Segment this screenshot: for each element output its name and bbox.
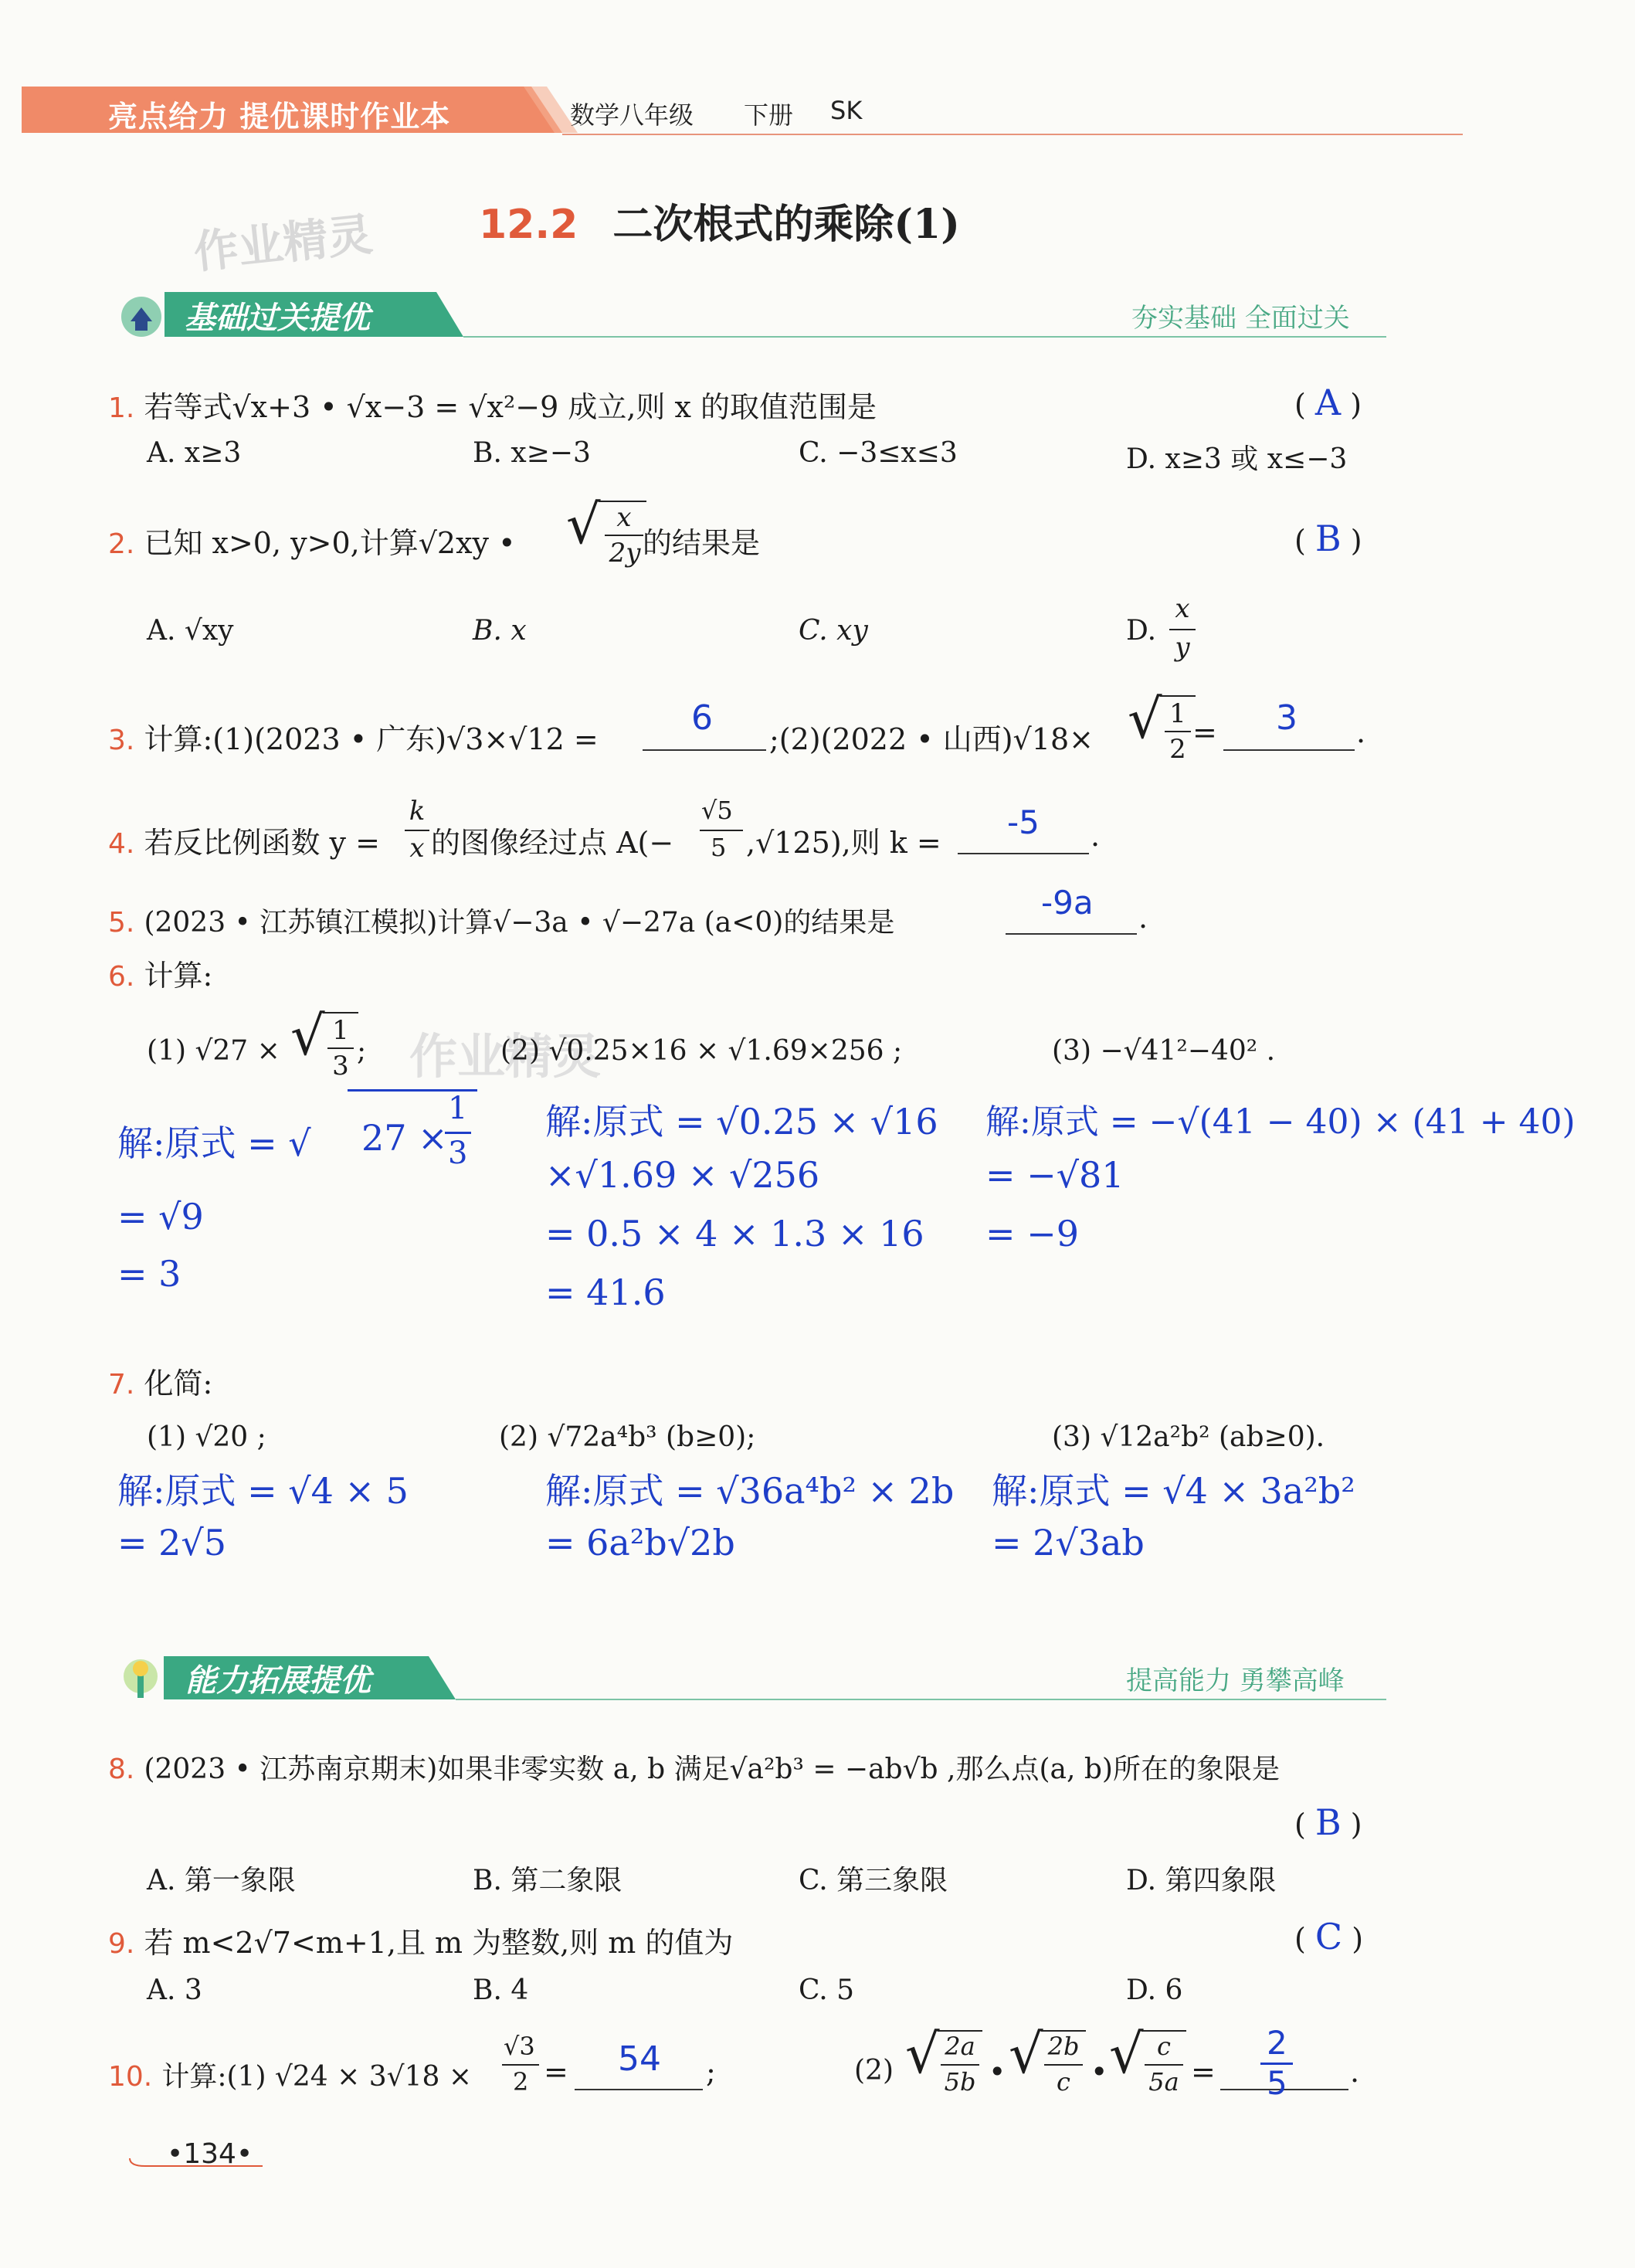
q9-stem: 若 m<2√7<m+1,且 m 为整数,则 m 的值为 [144,1926,734,1960]
q2-answer: B [1314,518,1342,559]
header-band [22,87,1463,133]
q10-dot-1: • [989,2055,1006,2089]
watermark-overlay: 作业精灵 [409,1028,602,1085]
q6-sub1-den: 3 [332,1051,349,1081]
q10-f3d: 5a [1148,2067,1179,2097]
q3-part2: ;(2)(2022 • 山西)√18× [769,722,1094,756]
q2-option-c: C. xy [799,615,868,647]
q6-sol3-l2: = −√81 [985,1154,1124,1196]
q1-stem: 若等式√x+3 • √x−3 = √x²−9 成立,则 x 的取值范围是 [144,390,877,424]
title-section: 12.2 [479,202,578,248]
q3-frac-num: 1 [1169,698,1186,729]
q8-option-c: C. 第三象限 [799,1865,948,1896]
q4-frac-x: x [409,833,425,864]
q1-number: 1. [108,392,135,424]
q9-option-a: A. 3 [147,1974,202,2006]
header-subject: 数学八年级 [570,100,694,130]
q2-answer-bracket: ( B ) [1294,518,1362,559]
q9-answer: C [1314,1916,1343,1957]
q8-option-d: D. 第四象限 [1126,1865,1277,1896]
q6-sol3-l3: = −9 [985,1213,1079,1255]
q1-answer-bracket: ( A ) [1294,382,1362,423]
q1-option-d: D. x≥3 或 x≤−3 [1126,443,1348,475]
q10-frac1-num: √3 [504,2032,535,2061]
q10-dot-2: • [1091,2055,1108,2089]
q6-stem: 计算: [144,959,213,993]
q5-stem: (2023 • 江苏镇江模拟)计算√−3a • √−27a (a<0)的结果是 [144,907,895,939]
q10-end: . [1350,2055,1360,2089]
title-name: 二次根式的乘除(1) [612,201,960,248]
question-7 [108,1360,212,1402]
q2-option-b: B. x [473,615,527,647]
q6-sol1-l1: 解:原式 = √ [117,1122,311,1164]
q10-eq2: = [1191,2055,1216,2089]
q6-sol3-l1: 解:原式 = −√(41 − 40) × (41 + 40) [985,1102,1576,1142]
q6-sol2-l2: ×√1.69 × √256 [545,1154,820,1196]
q4-part2: 的图像经过点 A(− [431,826,674,860]
q4-frac-sqrt5: √5 [701,796,733,825]
q7-sol1-l2: = 2√5 [117,1522,227,1563]
q6-sub1: (1) √27 × [147,1035,280,1067]
q10-number: 10. [108,2061,153,2093]
section-banner-advanced-label: 能力拓展提优 [185,1663,371,1699]
q1-option-a: A. x≥3 [147,437,242,469]
q10-frac1-bar [502,2064,539,2066]
q10-answer-2-den: 5 [1267,2064,1287,2102]
q6-sol2-l1: 解:原式 = √0.25 × √16 [545,1101,938,1142]
q6-sol1-num: 1 [448,1091,468,1126]
q3-number: 3. [108,725,135,756]
header-brand: 亮点给力 提优课时作业本 [108,100,451,134]
q2-stem-a: 已知 x>0, y>0,计算√2xy • [144,526,516,560]
q1-option-c: C. −3≤x≤3 [799,437,958,469]
q5-answer: -9a [1041,884,1094,922]
q5-end: . [1138,901,1148,935]
q2-option-d-num: x [1175,593,1190,624]
q7-sol1-l1: 解:原式 = √4 × 5 [117,1470,409,1512]
q8-stem: (2023 • 江苏南京期末)如果非零实数 a, b 满足√a²b³ = −ab√b ,那么点(a, b)所在的象限是 [144,1754,1280,1785]
q9-number: 9. [108,1928,135,1960]
section-basic-slogan: 夯实基础 全面过关 [1131,303,1350,334]
q1-option-b: B. x≥−3 [473,437,591,469]
q4-frac-bar [405,830,429,831]
q6-sol1-l3: = 3 [117,1253,181,1295]
q4-frac-bar-2 [700,830,743,831]
q4-part3: ,√125),则 k = [746,826,941,860]
q2-option-d-bar [1169,629,1196,630]
page-number: •134• [167,2138,253,2170]
q7-stem: 化简: [144,1367,213,1401]
q3-answer-1: 6 [691,698,713,738]
q10-frac1-den: 2 [513,2067,529,2097]
q10-semi: ; [706,2055,716,2089]
q6-sol1-l2: = √9 [117,1196,204,1238]
q6-sub2: (2) √0.25×16 × √1.69×256 ; [500,1035,903,1067]
q6-sub3: (3) −√41²−40² . [1052,1035,1276,1067]
q4-end: . [1091,819,1101,853]
q6-sub1-end: ; [357,1035,367,1067]
q6-sol2-l4: = 41.6 [545,1272,666,1313]
q7-sol2-l2: = 6a²b√2b [545,1522,735,1563]
q4-frac-5: 5 [711,833,727,862]
q10-answer-1: 54 [618,2039,661,2079]
q8-answer: B [1314,1801,1342,1843]
q7-sol2-l1: 解:原式 = √36a⁴b² × 2b [545,1470,955,1512]
q4-answer: -5 [1007,803,1040,841]
question-8 [108,1747,1280,1787]
section-advanced-slogan: 提高能力 勇攀高峰 [1126,1665,1345,1696]
q4-frac-k: k [409,796,426,827]
q9-option-d: D. 6 [1126,1974,1183,2006]
q2-option-a: A. √xy [147,615,234,647]
q10-f3n: c [1157,2032,1171,2061]
q6-solution-1-line1 [117,1115,311,1166]
q10-eq: = [544,2055,568,2089]
q8-number: 8. [108,1754,135,1785]
q3-end: . [1356,715,1366,749]
q2-frac-num: x [616,502,632,533]
q10-part2: (2) [854,2055,894,2086]
q1-answer: A [1314,382,1342,423]
q6-number: 6. [108,961,135,993]
section-banner-basic-label: 基础过关提优 [185,300,370,336]
q9-answer-bracket: ( C ) [1294,1916,1364,1957]
q3-answer-2: 3 [1276,698,1297,738]
page-title [479,192,960,250]
q4-part1: 若反比例函数 y = [144,826,380,860]
q7-sub3: (3) √12a²b² (ab≥0). [1052,1421,1325,1453]
question-3 [108,715,599,758]
q10-f2n: 2b [1047,2032,1080,2061]
q7-sub2: (2) √72a⁴b³ (b≥0); [499,1421,756,1453]
question-4 [108,819,380,861]
q7-sol3-l1: 解:原式 = √4 × 3a²b² [992,1470,1355,1512]
question-1 [108,383,877,426]
q2-option-d: D. [1126,615,1157,647]
q2-stem-b: 的结果是 [643,526,761,560]
q10-f1n: 2a [945,2032,975,2061]
q8-option-a: A. 第一象限 [147,1865,296,1896]
question-2 [108,519,515,562]
q6-sol1-den: 3 [448,1136,468,1171]
q8-answer-bracket: ( B ) [1294,1801,1362,1843]
q10-part1: 计算:(1) √24 × 3√18 × [161,2061,472,2093]
question-9 [108,1919,733,1961]
q3-frac-den: 2 [1169,734,1186,765]
q7-sol3-l2: = 2√3ab [992,1522,1145,1563]
q6-sol1-frac-bar [445,1132,471,1134]
q5-number: 5. [108,907,135,939]
q2-option-d-den: y [1175,632,1190,663]
question-6 [108,952,212,994]
header-edition: SK [830,96,863,125]
watermark: 作业精灵 [191,208,375,279]
q10-answer-2-num: 2 [1267,2024,1287,2062]
q2-frac-den: 2y [609,538,641,569]
q10-f1d: 5b [944,2067,976,2097]
section-banner-advanced [116,1648,1386,1703]
question-5 [108,901,894,940]
q3-part1: 计算:(1)(2023 • 广东)√3×√12 = [144,722,599,756]
q9-option-b: B. 4 [473,1974,529,2006]
header-volume: 下册 [744,100,794,130]
q4-number: 4. [108,828,135,860]
q9-option-c: C. 5 [799,1974,855,2006]
q8-option-b: B. 第二象限 [473,1865,622,1896]
question-10 [108,2055,472,2094]
section-banner-basic [120,284,1386,338]
q6-sol2-l3: = 0.5 × 4 × 1.3 × 16 [545,1213,924,1255]
q2-number: 2. [108,528,135,560]
q6-sub1-num: 1 [332,1015,349,1046]
q7-sub1: (1) √20 ; [147,1421,266,1453]
q7-number: 7. [108,1369,135,1401]
q10-f2d: c [1057,2067,1070,2097]
q6-sol1-body: 27 × [361,1117,448,1159]
q3-equals: = [1192,715,1217,749]
